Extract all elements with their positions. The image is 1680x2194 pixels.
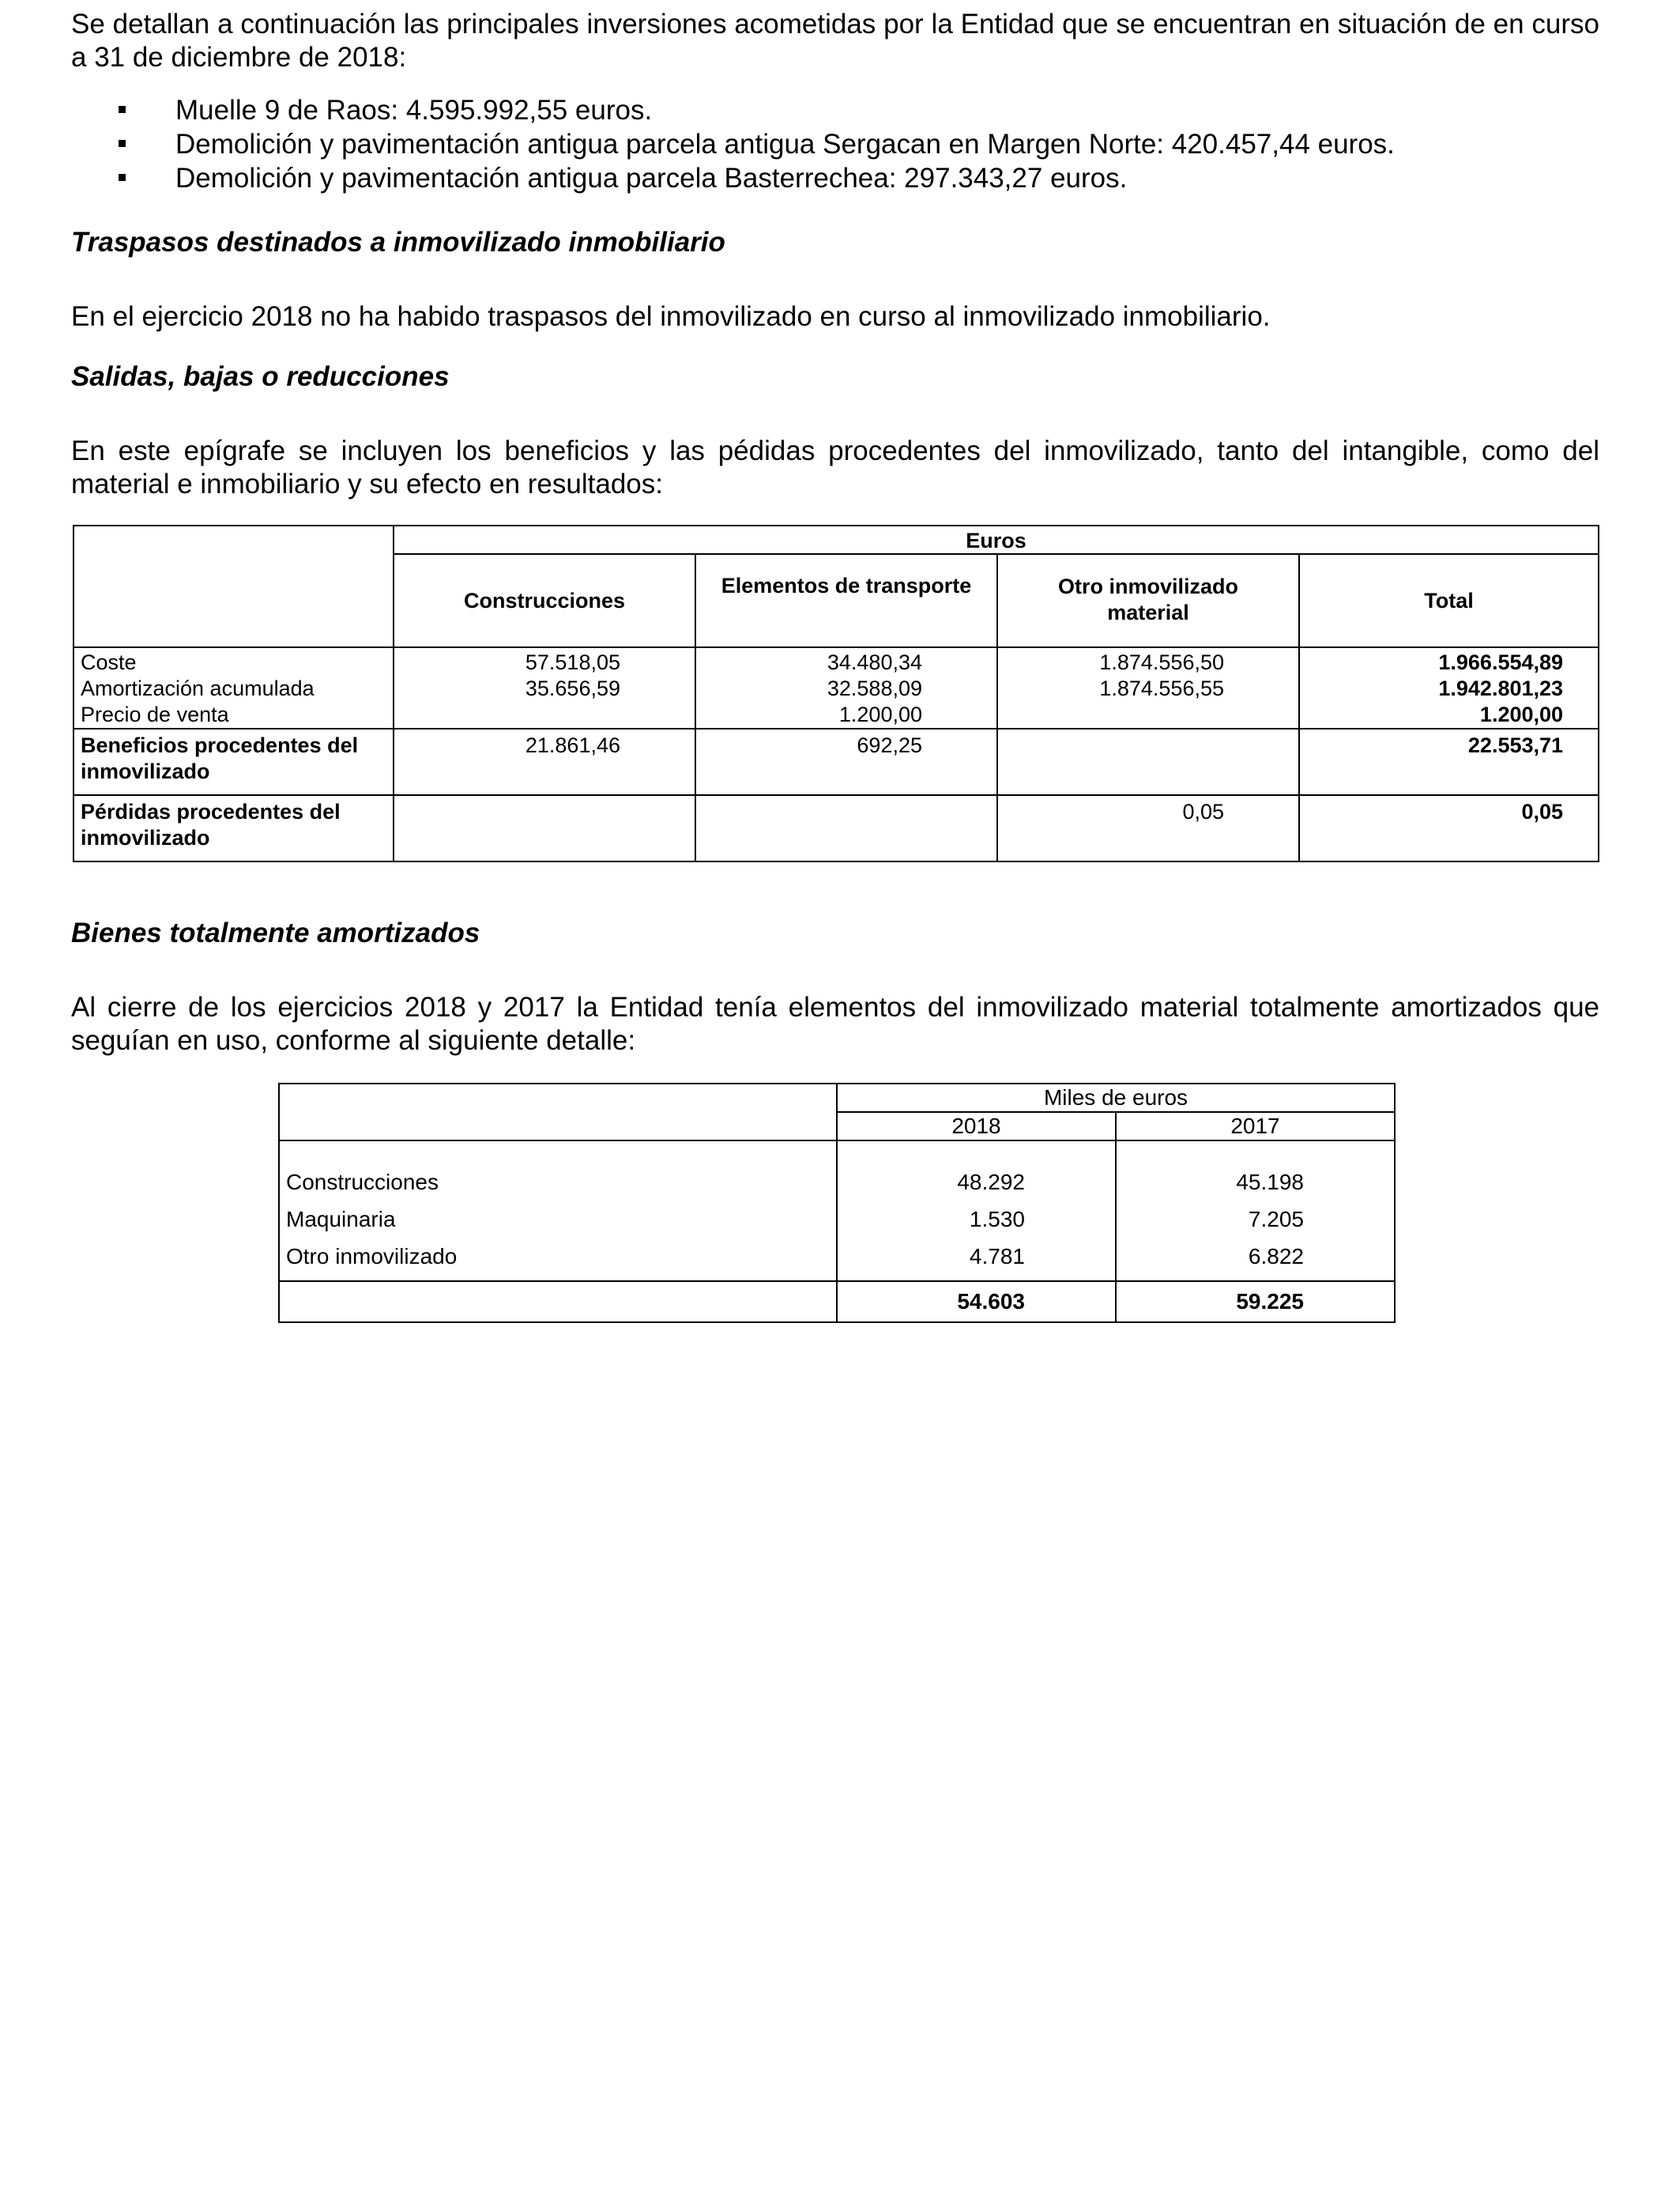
total-2017: 59.225 [1116, 1281, 1395, 1322]
row-label: Beneficios procedentes del inmovilizado [73, 729, 394, 795]
table-cell: 21.861,46 [394, 729, 695, 795]
construcciones-values: 57.518,05 35.656,59 [394, 647, 695, 729]
table-row [73, 795, 1599, 861]
group-header: Euros [394, 526, 1599, 554]
transporte-values: 34.480,34 32.588,09 1.200,00 [695, 647, 997, 729]
list-item: Demolición y pavimentación antigua parcela antigua Sergacan en Margen Norte: 420.457,44 euros. [71, 127, 1599, 161]
total-label-cell [279, 1281, 837, 1322]
paragraph-salidas: En este epígrafe se incluyen los beneficios y las pédidas procedentes del inmovilizado, tanto del intangible, como del material e inmobiliario y su efecto en resultados: [71, 435, 1599, 499]
column-header: Otro inmovilizado material [997, 554, 1299, 647]
column-header: Elementos de transporte [695, 554, 997, 647]
table-row [279, 1281, 1395, 1322]
year-header: 2017 [1116, 1112, 1395, 1140]
heading-traspasos: Traspasos destinados a inmovilizado inmobiliario [71, 227, 725, 258]
bullet-square-icon [119, 140, 126, 147]
results-table [73, 525, 1599, 862]
year-header: 2018 [837, 1112, 1116, 1140]
table-cell: 692,25 [695, 729, 997, 795]
amortized-table [278, 1083, 1396, 1323]
column-header: Construcciones [394, 554, 695, 647]
table-cell [695, 795, 997, 861]
paragraph-bienes: Al cierre de los ejercicios 2018 y 2017 la Entidad tenía elementos del inmovilizado material totalmente amortizados que seguían en uso, conforme al siguiente detalle: [71, 992, 1599, 1056]
group-header: Miles de euros [837, 1084, 1395, 1112]
heading-bienes: Bienes totalmente amortizados [71, 918, 480, 948]
list-item: Muelle 9 de Raos: 4.595.992,55 euros. [71, 93, 1599, 127]
bullet-square-icon [119, 106, 126, 113]
table-cell: 22.553,71 [1299, 729, 1599, 795]
paragraph-traspasos: En el ejercicio 2018 no ha habido traspasos del inmovilizado en curso al inmovilizado inmobiliario. [71, 301, 1271, 332]
column-header: Total [1299, 554, 1599, 647]
table-corner-cell [73, 526, 394, 647]
table-cell [394, 795, 695, 861]
table-row [73, 647, 1599, 729]
bullet-square-icon [119, 174, 126, 181]
table-cell [997, 729, 1299, 795]
row-labels: Coste Amortización acumulada Precio de venta [73, 647, 394, 729]
table-row [73, 729, 1599, 795]
values-2018: 48.292 1.530 4.781 [837, 1140, 1116, 1281]
table-row [279, 1140, 1395, 1281]
values-2017: 45.198 7.205 6.822 [1116, 1140, 1395, 1281]
otro-values: 1.874.556,50 1.874.556,55 [997, 647, 1299, 729]
heading-salidas: Salidas, bajas o reducciones [71, 361, 450, 392]
table-corner-cell [279, 1084, 837, 1140]
list-item: Demolición y pavimentación antigua parcela Basterrechea: 297.343,27 euros. [71, 161, 1599, 195]
investment-list [71, 93, 1599, 195]
intro-paragraph: Se detallan a continuación las principales inversiones acometidas por la Entidad que se encuentran en situación de en curso a 31 de diciembre de 2018: [71, 9, 1599, 73]
row-labels: Construcciones Maquinaria Otro inmovilizado [279, 1140, 837, 1281]
total-values: 1.966.554,89 1.942.801,23 1.200,00 [1299, 647, 1599, 729]
table-cell: 0,05 [1299, 795, 1599, 861]
row-label: Pérdidas procedentes del inmovilizado [73, 795, 394, 861]
table-cell: 0,05 [997, 795, 1299, 861]
total-2018: 54.603 [837, 1281, 1116, 1322]
